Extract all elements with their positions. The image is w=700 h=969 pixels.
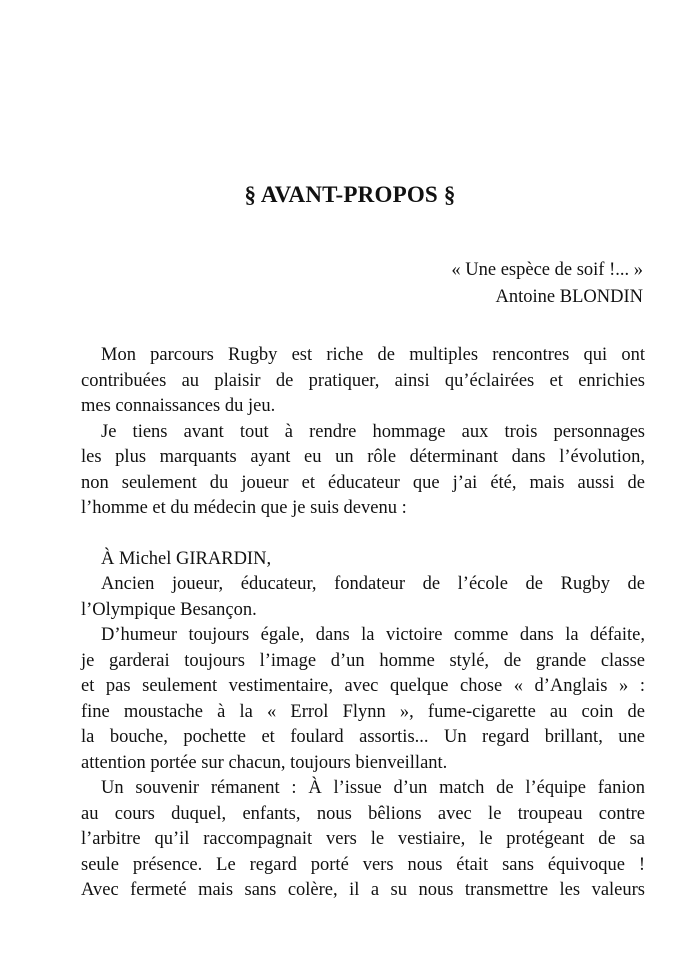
- paragraph: [81, 572, 645, 623]
- chapter-title: § AVANT-PROPOS §: [244, 182, 456, 207]
- paragraph: [81, 420, 645, 522]
- text-line: Ancien joueur, éducateur, fondateur de l’école de Rugby de: [101, 574, 645, 594]
- text-line: l’arbitre qu’il raccompagnait vers le vestiaire, le protégeant de sa: [81, 829, 645, 849]
- paragraph: [81, 547, 645, 573]
- text-line: Un souvenir rémanent : À l’issue d’un match de l’équipe fanion: [101, 778, 645, 798]
- text-line: contribuées au plaisir de pratiquer, ainsi qu’éclairées et enrichies: [81, 370, 645, 391]
- text-line: mes connaissances du jeu.: [81, 396, 276, 416]
- text-line: D’humeur toujours égale, dans la victoire comme dans la défaite,: [101, 625, 645, 645]
- body-text: [81, 343, 645, 904]
- paragraph-spacer: [81, 522, 645, 547]
- epigraph-quote: « Une espèce de soif !... »: [451, 260, 643, 280]
- text-line: Avec fermeté mais sans colère, il a su nous transmettre les valeurs: [81, 880, 645, 900]
- epigraph-author: Antoine BLONDIN: [495, 287, 643, 307]
- text-line: au cours duquel, enfants, nous bêlions avec le troupeau contre: [81, 803, 645, 824]
- paragraph: [81, 343, 645, 420]
- text-line: l’homme et du médecin que je suis devenu :: [81, 498, 407, 518]
- text-line: l’Olympique Besançon.: [81, 599, 257, 620]
- text-line: seule présence. Le regard porté vers nous était sans équivoque !: [81, 854, 645, 875]
- text-line: les plus marquants ayant eu un rôle déterminant dans l’évolution,: [81, 447, 645, 467]
- text-line: À Michel GIRARDIN,: [101, 548, 272, 569]
- epigraph: [451, 257, 643, 311]
- text-line: et pas seulement vestimentaire, avec quelque chose « d’Anglais » :: [81, 676, 645, 696]
- text-line: la bouche, pochette et foulard assortis... Un regard brillant, une: [81, 727, 645, 747]
- text-line: Mon parcours Rugby est riche de multiples rencontres qui ont: [101, 345, 645, 365]
- text-line: Je tiens avant tout à rendre hommage aux trois personnages: [101, 421, 645, 442]
- paragraph: [81, 623, 645, 776]
- paragraph: [81, 776, 645, 904]
- text-line: je garderai toujours l’image d’un homme stylé, de grande classe: [81, 650, 645, 671]
- text-line: non seulement du joueur et éducateur que j’ai été, mais aussi de: [81, 472, 645, 493]
- text-line: attention portée sur chacun, toujours bienveillant.: [81, 752, 448, 773]
- text-line: fine moustache à la « Errol Flynn », fume-cigarette au coin de: [81, 701, 645, 722]
